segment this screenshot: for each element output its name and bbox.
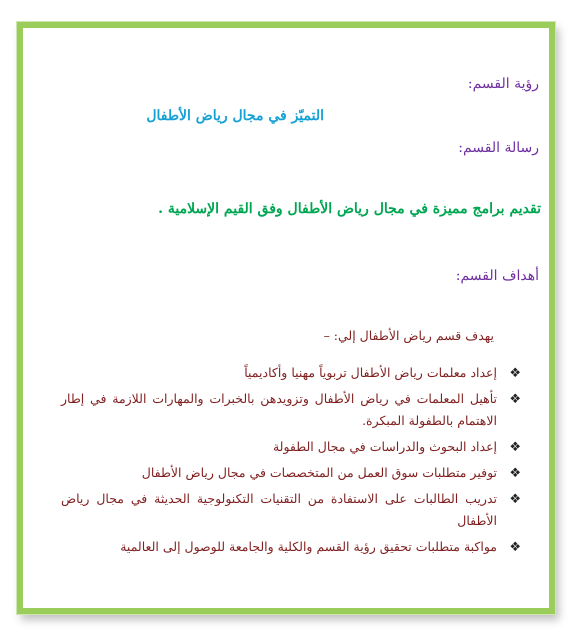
goal-text: تدريب الطالبات على الاستفادة من التقنيات التكنولوجية الحديثة في مجال رياض الأطفال [61, 491, 497, 528]
goals-heading: أهداف القسم: [455, 268, 539, 284]
list-item [61, 362, 521, 384]
vision-statement: التميّز في مجال رياض الأطفال [146, 108, 324, 124]
goal-text: مواكبة متطلبات تحقيق رؤية القسم والكلية والجامعة للوصول إلى العالمية [120, 539, 497, 554]
diamond-bullet-icon: ❖ [509, 440, 521, 455]
goal-text: توفير متطلبات سوق العمل من المتخصصات في مجال رياض الأطفال [141, 465, 497, 480]
list-item [61, 388, 521, 432]
goals-intro: يهدف قسم رياض الأطفال إلي: – [323, 328, 494, 343]
list-item [61, 436, 521, 458]
list-item [61, 488, 521, 532]
vision-heading: رؤية القسم: [467, 76, 539, 92]
diamond-bullet-icon: ❖ [509, 466, 521, 481]
list-item [61, 462, 521, 484]
goals-list [61, 362, 521, 562]
diamond-bullet-icon: ❖ [509, 392, 521, 407]
mission-heading: رسالة القسم: [458, 140, 539, 156]
list-item [61, 536, 521, 558]
diamond-bullet-icon: ❖ [509, 540, 521, 555]
diamond-bullet-icon: ❖ [509, 492, 521, 507]
goal-text: تأهيل المعلمات في رياض الأطفال وتزويدهن بالخبرات والمهارات اللازمة في إطار الاهتمام بالطفولة المبكرة. [61, 391, 497, 428]
goal-text: إعداد معلمات رياض الأطفال تربوياً مهنيا وأكاديمياً [244, 365, 497, 380]
document-body [23, 28, 549, 608]
page-frame [17, 22, 555, 614]
goal-text: إعداد البحوث والدراسات في مجال الطفولة [272, 439, 497, 454]
mission-statement: تقديم برامج مميزة في مجال رياض الأطفال وفق القيم الإسلامية . [158, 201, 541, 217]
diamond-bullet-icon: ❖ [509, 366, 521, 381]
